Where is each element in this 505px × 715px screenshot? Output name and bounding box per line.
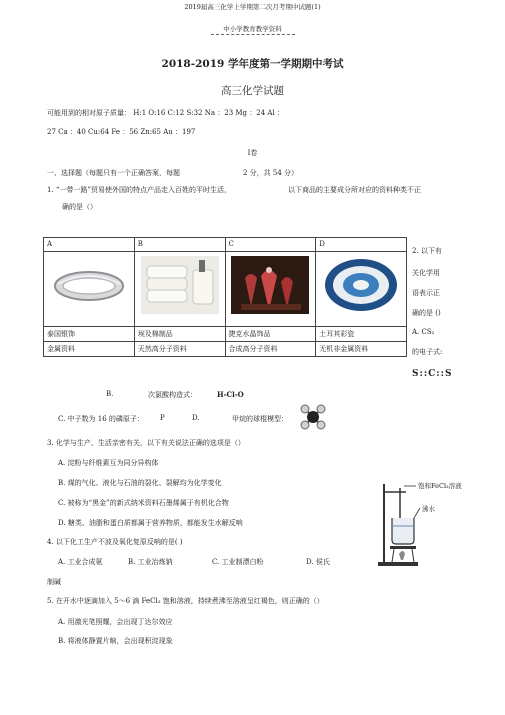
q1-item-d: 土耳其彩瓷	[316, 327, 407, 342]
q5-stem: 5. 在开水中逐滴加入 5～6 滴 FeCl₃ 饱和溶液，持续煮沸至溶液呈红褐色，则正确的（）	[47, 597, 324, 605]
q2-side-line6: 的电子式:	[412, 348, 443, 356]
q2-opt-d-label: D.	[192, 414, 200, 422]
q3-option-a: A. 淀粉与纤维素互为同分异构体	[58, 459, 159, 467]
q1-table	[43, 237, 407, 357]
q3-stem: 3. 化学与生产、生活亲密有关，以下有关说法正确的选项是（）	[47, 439, 245, 447]
q4-option-a: A. 工业合成氨	[58, 558, 103, 566]
q1-item-b: 埃及棉制品	[134, 327, 225, 342]
q1-material-c: 合成高分子资料	[225, 342, 316, 357]
q1-header-d: D	[316, 238, 407, 252]
exam-subject: 高三化学试题	[221, 85, 284, 97]
q1-material-b: 天然高分子资料	[134, 342, 225, 357]
cs2-electron-formula: S::C::S	[412, 369, 453, 379]
q2-opt-c-value: P	[160, 414, 165, 422]
q1-material-d: 无机非金属资料	[316, 342, 407, 357]
q2-side-line5: A. CS₂	[412, 328, 435, 336]
q1-material-a: 金属资料	[44, 342, 135, 357]
q5-option-a: A. 用激光笔照耀，会出现丁达尔效应	[58, 618, 173, 626]
silver-bracelet-image	[50, 256, 128, 314]
q4-stem: 4. 以下化工生产不波及氧化复原反响的是( )	[47, 538, 183, 546]
header-underline	[211, 34, 295, 35]
q1-stem-c: 确的是（）	[62, 203, 97, 211]
q4-option-b: B. 工业冶炼钠	[128, 558, 173, 566]
q1-image-cell-a	[44, 252, 135, 327]
atomic-masses-line1: 可能用到的相对原子质量： H:1 O:16 C:12 S:32 Na ：23 Mg ：24 Al ：	[47, 109, 284, 117]
apparatus-label-fecl3: 饱和FeCl₃溶液	[418, 482, 462, 490]
q1-image-cell-b	[134, 252, 225, 327]
q1-header-a: A	[44, 238, 135, 252]
q2-opt-c: C. 中子数为 16 的磷原子：	[58, 415, 144, 423]
exam-title: 2018-2019 学年度第一学期期中考试	[161, 58, 344, 70]
q2-opt-b-text: 次氯酸构造式：	[148, 391, 197, 399]
q5-option-b: B. 将液体静置片晌，会出现积淀现象	[58, 637, 173, 645]
apparatus-label-water: 沸水	[422, 505, 435, 513]
cotton-towels-image	[141, 256, 219, 314]
source-note: 中小学教育教学资料	[223, 25, 282, 33]
q4-option-c: C. 工业制漂白粉	[212, 558, 264, 566]
q1-item-a: 泰国银饰	[44, 327, 135, 342]
q2-side-line4: 确的是 ()	[412, 309, 441, 317]
q2-side-line1: 2. 以下有	[412, 247, 442, 255]
q2-opt-d-text: 甲烷的球棍模型：	[232, 415, 288, 423]
q1-stem-b: 以下商品的主要成分所对应的资料种类不正	[288, 186, 421, 194]
q2-opt-b-label: B.	[106, 390, 114, 398]
q3-option-c: C. 被称为“黑金”的新式纳米资料石墨烯属于有机化合物	[58, 499, 229, 507]
ceramic-plate-image	[322, 256, 400, 314]
q2-opt-b-formula: H-Cl-O	[217, 390, 244, 399]
methane-ball-stick-icon	[300, 404, 326, 434]
q3-option-b: B. 煤的气化、液化与石油的裂化、裂解均为化学变化	[58, 479, 222, 487]
q1-item-c: 捷克水晶饰品	[225, 327, 316, 342]
q4-wrap: 制碱	[47, 578, 61, 586]
q1-header-c: C	[225, 238, 316, 252]
q4-option-d: D. 侯氏	[306, 558, 330, 566]
section-label: Ⅰ卷	[247, 149, 258, 157]
q2-side-line2: 关化学用	[412, 269, 440, 277]
running-title: 2019届高三化学上学期第二次月考期中试题(1)	[184, 3, 321, 11]
atomic-masses-line2: 27 Ca ：40 Cu:64 Fe ：56 Zn:65 Au ：197	[47, 128, 196, 136]
q1-image-cell-c	[225, 252, 316, 327]
part1-heading-tail: 2 分，共 54 分）	[243, 169, 299, 177]
q1-image-cell-d	[316, 252, 407, 327]
q1-stem-a: 1. “一带一路”贸易使外国的特点产品走入百姓的平时生活，	[47, 186, 232, 194]
q2-side-line3: 语表示正	[412, 289, 440, 297]
heating-apparatus-diagram	[372, 478, 467, 572]
crystal-ornaments-image	[231, 256, 309, 314]
part1-heading: 一、选择题（每题只有一个正确答案，每题	[47, 169, 180, 177]
q1-header-b: B	[134, 238, 225, 252]
q3-option-d: D. 糖类、油脂和蛋白质都属于营养物质，都能发生水解反响	[58, 519, 243, 527]
